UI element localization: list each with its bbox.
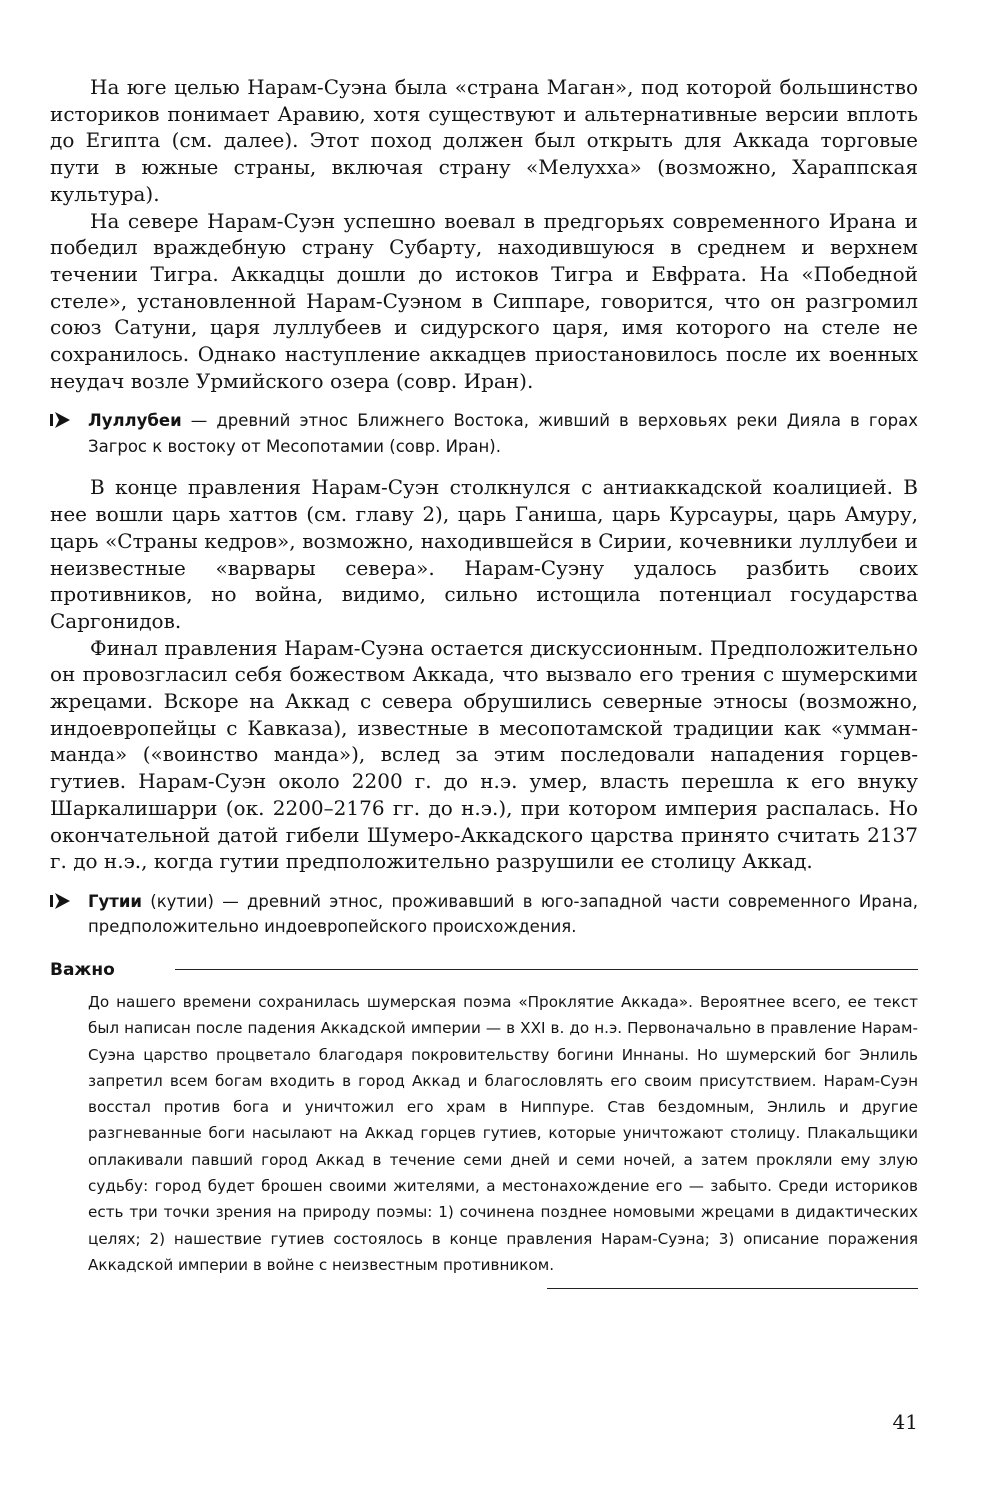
- paragraph-coalition: В конце правления Нарам-Суэн столкнулся с антиаккадской коалицией. В нее вошли царь хаттов (см. главу 2), царь Ганиша, царь Курсауры, царь Амуру, царь «Страны кедров», возможно, находившейся в Сирии, кочевники луллубеи и неизвестные «варвары севера». Нарам-Суэну удалось разбить своих противников, но война, видимо, сильно истощила потенциал государства Саргонидов.: [50, 475, 918, 633]
- arrow-bullet-icon: [50, 411, 72, 429]
- footer-divider: [547, 1288, 918, 1289]
- definition-term: Луллубеи: [88, 411, 182, 431]
- important-box-header: [50, 960, 918, 980]
- important-text: До нашего времени сохранилась шумерская поэма «Проклятие Аккада». Вероятнее всего, ее текст был написан после падения Аккадской империи — в XXI в. до н.э. Первоначально в правление Нарам-Суэна царство процветало благодаря покровительству богини Иннаны. Но шумерский бог Энлиль запретил всем богам входить в город Аккад и благословлять его своим присутствием. Нарам-Суэн восстал против бога и уничтожил его храм в Ниппуре. Став бездомным, Энлиль и другие разгневанные боги насылают на Аккад горцев гутиев, которые уничтожают столицу. Плакальщики оплакивали павший город Аккад в течение семи дней и семи ночей, а затем прокляли ему злую судьбу: город будет брошен своими жителями, а местонахождение его — забыто. Среди историков есть три точки зрения на природу поэмы: 1) сочинена позднее номовыми жрецами в дидактических целях; 2) нашествие гутиев состоялось в конце правления Нарам-Суэна; 3) описание поражения Аккадской империи в войне с неизвестным противником.: [88, 992, 918, 1274]
- paragraph-north-campaign: На севере Нарам-Суэн успешно воевал в предгорьях современного Ирана и победил враждебную страну Субарту, находившуюся в среднем и верхнем течении Тигра. Аккадцы дошли до истоков Тигра и Евфрата. На «Победной стеле», установленной Нарам-Суэном в Сиппаре, говорится, что он разгромил союз Сатуни, царя луллубеев и сидурского царя, имя которого на стеле не сохранилось. Однако наступление аккадцев приостановилось после их военных неудач возле Урмийского озера (совр. Иран).: [50, 208, 918, 393]
- page-content: [50, 74, 918, 1289]
- definition-lullubei: [50, 408, 918, 459]
- page-number: 41: [892, 1410, 918, 1434]
- definition-term: Гутии: [88, 891, 142, 911]
- definition-gutii: [50, 889, 918, 940]
- paragraph-magan: На юге целью Нарам-Суэна была «страна Маган», под которой большинство историков понимает Аравию, хотя существуют и альтернативные версии вплоть до Египта (см. далее). Этот поход должен был открыть для Аккада торговые пути в южные страны, включая страну «Мелухха» (возможно, Хараппская культура).: [50, 75, 918, 206]
- definition-text: — древний этнос Ближнего Востока, живший в верховьях реки Дияла в горах Загрос к востоку от Месопотамии (совр. Иран).: [88, 411, 918, 456]
- important-title: Важно: [50, 959, 115, 980]
- arrow-bullet-icon: [50, 892, 72, 910]
- header-divider: [175, 969, 918, 970]
- paragraph-final-reign: Финал правления Нарам-Суэна остается дискуссионным. Предположительно он провозгласил себя божеством Аккада, что вызвало его трения с шумерскими жрецами. Вскоре на Аккад с севера обрушились северные этносы (возможно, индоевропейцы с Кавказа), известные в месопотамской традиции как «умман-манда» («воинство манда»), вслед за этим последовали нападения горцев-гутиев. Нарам-Суэн около 2200 г. до н.э. умер, власть перешла к его внуку Шаркалишарри (ок. 2200–2176 гг. до н.э.), при котором империя распалась. Но окончательной датой гибели Шумеро-Аккадского царства принято считать 2137 г. до н.э., когда гутии предположительно разрушили ее столицу Аккад.: [50, 635, 918, 874]
- definition-text: (кутии) — древний этнос, проживавший в юго-западной части современного Ирана, предположительно индоевропейского происхождения.: [88, 891, 918, 937]
